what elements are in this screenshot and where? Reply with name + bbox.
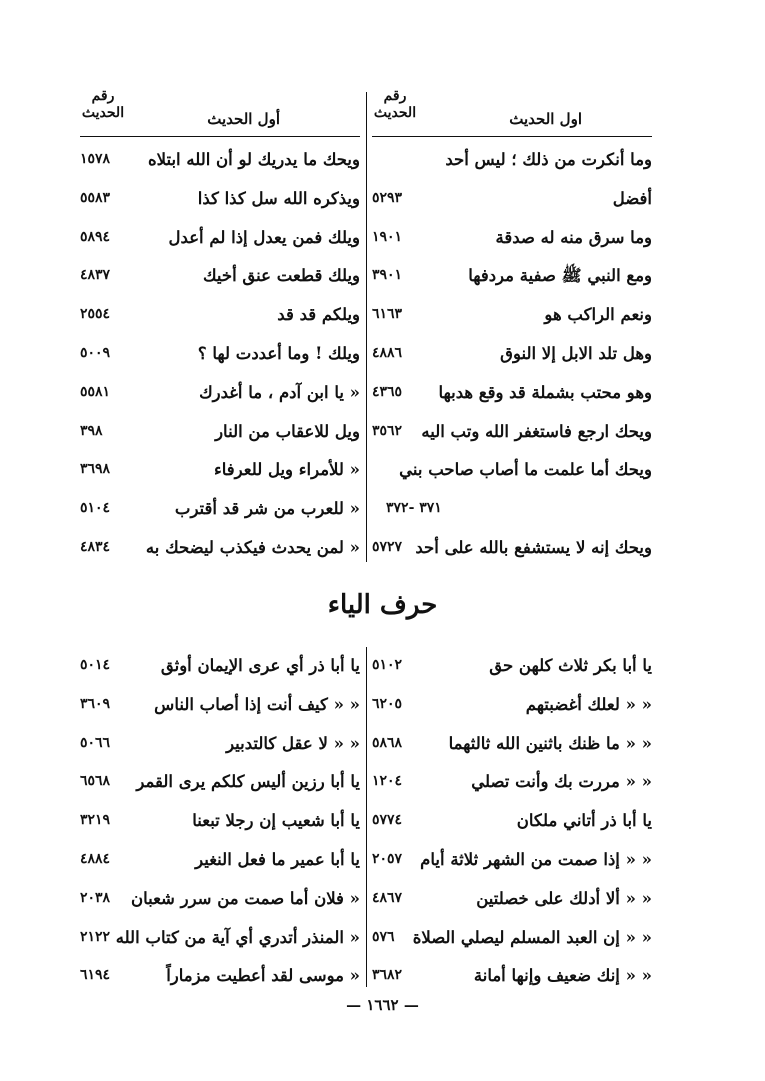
index-entry	[372, 798, 652, 837]
entry-number: ٥٧٢٧	[372, 538, 403, 555]
left-number-heading: رقم الحديث	[81, 88, 125, 121]
entry-number: ٢٠٣٨	[80, 889, 111, 906]
entry-text: ويلك قطعت عنق أخيك	[203, 266, 360, 286]
index-entry	[80, 759, 360, 798]
index-entry	[372, 915, 652, 954]
entry-text: « موسى لقد أعطيت مزماراً	[166, 966, 360, 986]
section-title: حرف الياء	[327, 590, 438, 620]
index-entry	[80, 137, 360, 176]
index-entry	[80, 447, 360, 486]
entry-number: ٥٠٠٩	[80, 344, 111, 361]
entry-text: أفضل	[612, 188, 652, 208]
entry-number: ٣٦٠٩	[80, 695, 111, 712]
entry-text: يا أبا عمير ما فعل النغير	[195, 849, 360, 869]
index-entry	[372, 137, 652, 176]
column-divider-bottom	[366, 647, 367, 987]
entry-number: ٦١٦٣	[372, 306, 403, 323]
index-entry	[372, 953, 652, 992]
entry-text: ويذكره الله سل كذا كذا	[197, 188, 360, 208]
page-number: — ١٦٦٢ —	[346, 996, 419, 1014]
right-column-top	[372, 86, 652, 564]
index-entry	[80, 876, 360, 915]
entry-text: « للأمراء ويل للعرفاء	[214, 460, 360, 480]
entry-text: ويلك فمن يعدل إذا لم أعدل	[168, 227, 360, 247]
entry-text: « « إن العبد المسلم ليصلي الصلاة	[412, 927, 652, 947]
entry-number: ٥٥٨٣	[80, 189, 111, 206]
entry-number: ٥٧٦	[372, 928, 395, 945]
entry-number: ٤٨٨٤	[80, 850, 111, 867]
entry-number: ٤٨٨٦	[372, 344, 403, 361]
entry-number: ٣٦٨٢	[372, 967, 403, 984]
index-entry	[372, 409, 652, 448]
entry-number: ٢٥٥٤	[80, 306, 111, 323]
entry-text: ويلكم قد قد	[277, 305, 360, 325]
index-entry	[372, 876, 652, 915]
entry-number: ٥٨٦٨	[372, 734, 403, 751]
index-entry	[80, 370, 360, 409]
index-entry	[80, 643, 360, 682]
entry-text: « « إنك ضعيف وإنها أمانة	[473, 966, 652, 986]
entry-text: « « لعلك أغضبتهم	[525, 694, 652, 714]
entry-number: ٣٩٨	[80, 422, 103, 439]
left-column-bottom	[80, 643, 360, 992]
entry-text: « لمن يحدث فيكذب ليضحك به	[145, 537, 360, 557]
entry-text: « « ما ظنك باثنين الله ثالثهما	[448, 733, 652, 753]
index-entry	[80, 409, 360, 448]
entry-number: ٥١٠٢	[372, 657, 403, 673]
left-rows	[80, 137, 360, 564]
index-entry	[80, 953, 360, 992]
entry-text: يا أبا ذر أي عرى الإيمان أوثق	[160, 656, 360, 675]
index-entry	[80, 486, 360, 525]
index-entry	[372, 447, 652, 486]
index-entry	[372, 253, 652, 292]
right-number-heading: رقم الحديث	[373, 88, 417, 121]
entry-number: ١٩٠١	[372, 228, 403, 245]
index-entry	[372, 759, 652, 798]
index-entry	[80, 682, 360, 721]
index-entry	[80, 798, 360, 837]
entry-text: وهل تلد الابل إلا النوق	[500, 343, 652, 363]
index-entry	[372, 292, 652, 331]
entry-number: ٥١٠٤	[80, 500, 111, 517]
entry-number: ٣٢١٩	[80, 812, 111, 829]
entry-number: ٦٢٠٥	[372, 695, 403, 712]
entry-number: ٤٨٣٧	[80, 267, 111, 284]
entry-text: ومع النبي ﷺ صفية مردفها	[468, 266, 652, 286]
entry-text: « يا ابن آدم ، ما أغدرك	[199, 382, 360, 402]
index-entry	[80, 837, 360, 876]
entry-number: ٤٨٣٤	[80, 538, 111, 555]
index-entry	[372, 331, 652, 370]
entry-text: « فلان أما صمت من سرر شعبان	[130, 888, 360, 908]
index-entry	[372, 215, 652, 254]
left-title-heading: أول الحديث	[207, 110, 280, 128]
left-column-header	[80, 86, 360, 137]
entry-text: « « ألا أدلك على خصلتين	[476, 888, 652, 908]
entry-number: ٥٠٦٦	[80, 734, 111, 751]
entry-text: وما سرق منه له صدقة	[495, 227, 652, 247]
entry-number: ٤٨٦٧	[372, 889, 403, 906]
index-entry	[80, 525, 360, 564]
left-column-top	[80, 86, 360, 564]
entry-text: « « لا عقل كالتدبير	[226, 733, 360, 753]
right-title-heading: اول الحديث	[509, 110, 582, 128]
index-entry	[372, 370, 652, 409]
entry-number: ١٢٠٤	[372, 773, 403, 790]
index-entry	[372, 525, 652, 564]
entry-number: ٥٧٧٤	[372, 812, 403, 829]
entry-number: ١٥٧٨	[80, 151, 111, 167]
entry-number: ٣٩٠١	[372, 267, 403, 284]
entry-text: « للعرب من شر قد أقترب	[174, 499, 360, 519]
right-rows-bottom	[372, 643, 652, 992]
right-rows	[372, 137, 652, 564]
entry-number: ٣٥٦٢	[372, 422, 403, 439]
entry-text: ويلك ! وما أعددت لها ؟	[197, 343, 360, 363]
left-rows-bottom	[80, 643, 360, 992]
entry-number: ٤٣٦٥	[372, 383, 403, 400]
entry-text: ويحك أما علمت ما أصاب صاحب بني	[399, 460, 652, 480]
index-entry	[80, 721, 360, 760]
entry-text: يا أبا رزين أليس كلكم يرى القمر	[136, 772, 360, 792]
index-entry	[80, 253, 360, 292]
entry-text: « المنذر أتدري أي آية من كتاب الله	[115, 927, 360, 947]
column-divider-top	[366, 92, 367, 562]
index-entry	[372, 721, 652, 760]
entry-number: ٣٦٩٨	[80, 461, 111, 478]
index-entry	[80, 915, 360, 954]
entry-text: ويحك ما يدريك لو أن الله ابتلاه	[148, 150, 360, 169]
entry-text: ويحك ارجع فاستغفر الله وتب اليه	[421, 421, 652, 441]
entry-text: ونعم الراكب هو	[544, 305, 652, 325]
entry-text: يا أبا بكر ثلاث كلهن حق	[489, 656, 652, 675]
entry-text: وما أنكرت من ذلك ؛ ليس أحد	[445, 150, 652, 169]
index-entry	[372, 176, 652, 215]
entry-number: ٢١٢٢	[80, 928, 111, 945]
entry-text: ويل للاعقاب من النار	[215, 421, 360, 441]
entry-number: ٥٨٩٤	[80, 228, 111, 245]
index-entry	[80, 331, 360, 370]
index-entry	[372, 486, 652, 525]
right-column-bottom	[372, 643, 652, 992]
right-column-header	[372, 86, 652, 137]
entry-text: يا أبا شعيب إن رجلا تبعنا	[192, 811, 360, 831]
index-entry	[80, 215, 360, 254]
index-entry	[372, 643, 652, 682]
entry-text: ويحك إنه لا يستشفع بالله على أحد	[415, 537, 652, 557]
index-entry	[372, 837, 652, 876]
entry-number: ٥٠١٤	[80, 657, 111, 673]
entry-number: ٦٥٦٨	[80, 773, 111, 790]
index-entry	[372, 682, 652, 721]
index-entry	[80, 176, 360, 215]
entry-number: ٦١٩٤	[80, 967, 111, 984]
entry-number: ٢٠٥٧	[372, 850, 403, 867]
entry-number: ٣٧١ -٣٧٢	[386, 500, 442, 517]
entry-number: ٥٥٨١	[80, 383, 111, 400]
index-entry	[80, 292, 360, 331]
entry-number: ٥٢٩٣	[372, 189, 403, 206]
entry-text: « « كيف أنت إذا أصاب الناس	[154, 694, 360, 714]
entry-text: « « إذا صمت من الشهر ثلاثة أيام	[420, 849, 652, 869]
entry-text: وهو محتب بشملة قد وقع هدبها	[438, 382, 652, 402]
entry-text: يا أبا ذر أتاني ملكان	[516, 811, 652, 831]
entry-text: « « مررت بك وأنت تصلي	[471, 772, 652, 792]
